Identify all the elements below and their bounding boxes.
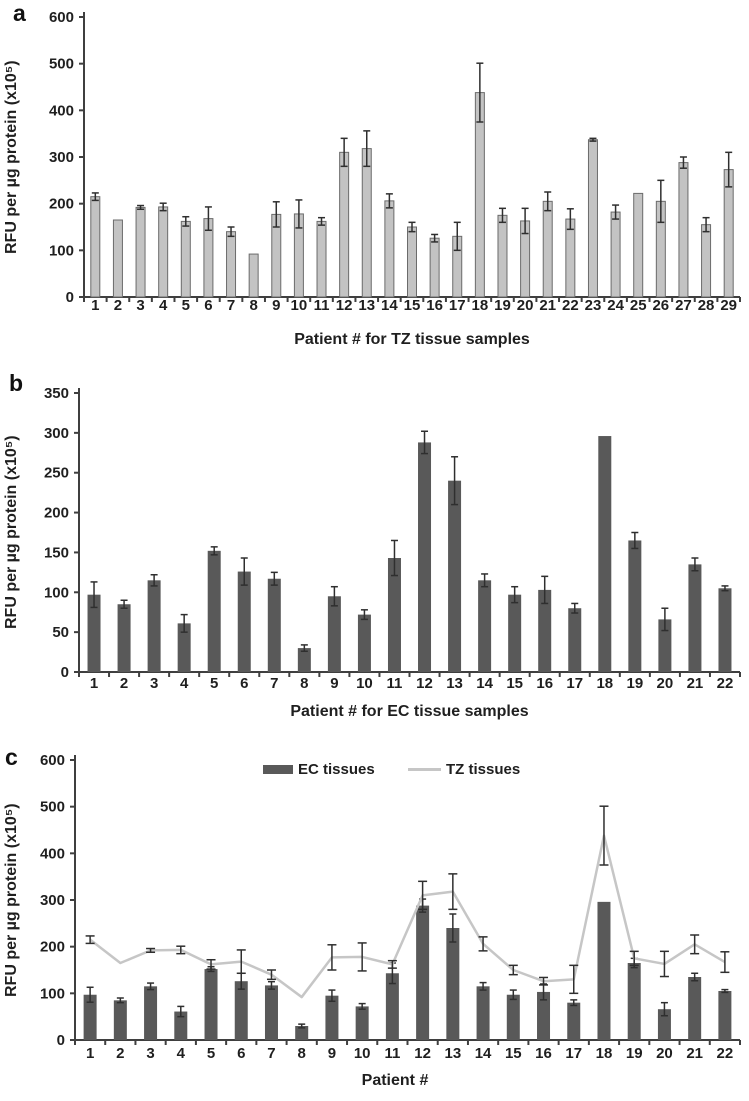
panel-label-b: b bbox=[9, 370, 24, 396]
x-tick-label: 22 bbox=[562, 297, 579, 314]
x-tick-label: 15 bbox=[506, 675, 524, 692]
x-tick-label: 5 bbox=[206, 1045, 216, 1062]
x-tick-label: 11 bbox=[384, 1045, 401, 1062]
bar-patient-13 bbox=[448, 481, 461, 672]
x-tick-label: 19 bbox=[625, 1045, 643, 1062]
x-tick-label: 27 bbox=[675, 297, 692, 314]
bar-patient-24 bbox=[611, 212, 620, 297]
x-tick-label: 1 bbox=[85, 1045, 95, 1062]
x-axis-title-c: Patient # bbox=[361, 1072, 429, 1089]
bar-patient-12 bbox=[340, 152, 349, 297]
x-tick-label: 7 bbox=[226, 297, 236, 314]
bar-patient-23 bbox=[588, 140, 597, 297]
panel-label-c: c bbox=[5, 744, 18, 770]
x-tick-label: 12 bbox=[416, 675, 433, 692]
x-tick-label: 18 bbox=[471, 297, 489, 314]
bar-patient-21 bbox=[543, 201, 552, 297]
y-tick-label: 250 bbox=[43, 464, 69, 482]
legend-label-ec-tissues: EC tissues bbox=[298, 761, 375, 778]
bar-patient-16 bbox=[430, 238, 439, 297]
panel-label-a: a bbox=[13, 0, 26, 26]
x-tick-label: 1 bbox=[91, 297, 100, 314]
y-tick-label: 300 bbox=[48, 149, 74, 166]
x-tick-label: 10 bbox=[290, 297, 308, 314]
x-tick-label: 2 bbox=[113, 297, 123, 314]
bar-patient-7 bbox=[265, 985, 278, 1040]
x-tick-label: 13 bbox=[446, 675, 463, 692]
x-tick-label: 23 bbox=[584, 297, 602, 314]
y-tick-label: 400 bbox=[48, 102, 74, 120]
x-tick-label: 13 bbox=[444, 1045, 462, 1062]
panel-a bbox=[0, 0, 749, 370]
chart-c-canvas bbox=[0, 752, 749, 1101]
y-tick-label: 600 bbox=[39, 752, 65, 769]
x-tick-label: 11 bbox=[386, 675, 403, 692]
bar-patient-19 bbox=[498, 215, 507, 297]
x-tick-label: 19 bbox=[626, 675, 644, 692]
x-tick-label: 18 bbox=[596, 675, 614, 692]
bar-patient-22 bbox=[718, 588, 731, 672]
x-tick-label: 2 bbox=[119, 675, 129, 692]
x-tick-label: 9 bbox=[330, 675, 339, 692]
x-tick-label: 15 bbox=[504, 1045, 522, 1062]
bar-patient-14 bbox=[477, 986, 490, 1040]
x-tick-label: 9 bbox=[272, 297, 281, 314]
x-tick-label: 17 bbox=[448, 297, 466, 314]
bar-patient-15 bbox=[508, 595, 521, 672]
bar-patient-18 bbox=[597, 902, 610, 1040]
panel-c bbox=[0, 744, 749, 1101]
bar-patient-5 bbox=[205, 969, 218, 1040]
chart-b-canvas bbox=[0, 370, 749, 752]
y-tick-label: 600 bbox=[48, 9, 74, 26]
x-tick-label: 4 bbox=[179, 675, 189, 692]
x-tick-label: 6 bbox=[204, 297, 213, 314]
y-axis-title-b: RFU per µg protein (x10⁵) bbox=[3, 435, 20, 630]
x-tick-label: 8 bbox=[249, 297, 258, 314]
x-tick-label: 3 bbox=[146, 1045, 155, 1062]
bar-patient-3 bbox=[148, 580, 161, 672]
y-tick-label: 500 bbox=[39, 798, 65, 816]
bar-patient-2 bbox=[118, 604, 131, 672]
bar-patient-19 bbox=[628, 540, 641, 672]
x-tick-label: 13 bbox=[358, 297, 376, 314]
x-axis-title-a: Patient # for TZ tissue samples bbox=[294, 331, 530, 348]
y-tick-label: 100 bbox=[48, 242, 74, 260]
x-tick-label: 20 bbox=[516, 297, 534, 314]
x-tick-label: 20 bbox=[656, 675, 674, 692]
bar-patient-18 bbox=[475, 93, 484, 297]
bar-patient-17 bbox=[567, 1003, 580, 1040]
x-tick-label: 6 bbox=[237, 1045, 246, 1062]
x-tick-label: 26 bbox=[652, 297, 670, 314]
x-tick-label: 14 bbox=[476, 675, 493, 692]
bar-patient-21 bbox=[688, 977, 701, 1040]
y-tick-label: 0 bbox=[60, 664, 69, 681]
x-tick-label: 15 bbox=[403, 297, 421, 314]
bar-patient-7 bbox=[268, 579, 281, 672]
y-tick-label: 0 bbox=[56, 1032, 65, 1049]
bar-patient-14 bbox=[478, 580, 491, 672]
x-tick-label: 14 bbox=[474, 1045, 492, 1062]
x-tick-label: 28 bbox=[697, 297, 715, 314]
y-tick-label: 0 bbox=[65, 289, 74, 306]
x-tick-label: 12 bbox=[414, 1045, 431, 1062]
bar-patient-6 bbox=[238, 572, 251, 672]
x-tick-label: 20 bbox=[656, 1045, 673, 1062]
x-tick-label: 12 bbox=[335, 297, 353, 314]
x-tick-label: 2 bbox=[116, 1045, 125, 1062]
bar-patient-27 bbox=[679, 163, 688, 297]
x-tick-label: 14 bbox=[381, 297, 398, 314]
x-tick-label: 7 bbox=[270, 675, 279, 692]
chart-a-canvas bbox=[0, 0, 749, 370]
y-tick-label: 200 bbox=[43, 504, 69, 522]
bar-patient-1 bbox=[91, 197, 100, 297]
x-tick-label: 24 bbox=[607, 297, 624, 314]
chart-legend bbox=[0, 761, 749, 779]
x-tick-label: 22 bbox=[716, 1045, 734, 1062]
x-tick-label: 4 bbox=[159, 297, 168, 314]
x-axis-title-b: Patient # for EC tissue samples bbox=[290, 703, 529, 720]
bar-patient-10 bbox=[358, 615, 371, 672]
y-tick-label: 200 bbox=[39, 938, 65, 956]
bar-patient-3 bbox=[144, 986, 157, 1040]
bar-patient-10 bbox=[356, 1006, 369, 1040]
x-tick-label: 6 bbox=[240, 675, 249, 692]
bar-patient-12 bbox=[418, 442, 431, 672]
bar-patient-18 bbox=[598, 436, 611, 672]
bar-patient-29 bbox=[724, 170, 733, 297]
x-tick-label: 11 bbox=[313, 297, 330, 314]
x-tick-label: 10 bbox=[353, 1045, 371, 1062]
y-axis-title-c: RFU per µg protein (x10⁵) bbox=[3, 803, 20, 997]
x-tick-label: 8 bbox=[300, 675, 309, 692]
y-tick-label: 300 bbox=[43, 424, 69, 442]
bar-patient-22 bbox=[718, 991, 731, 1040]
bar-patient-15 bbox=[408, 227, 417, 297]
x-tick-label: 16 bbox=[426, 297, 443, 314]
y-tick-label: 100 bbox=[43, 584, 69, 602]
bar-patient-14 bbox=[385, 201, 394, 297]
x-tick-label: 29 bbox=[720, 297, 738, 314]
bar-patient-15 bbox=[507, 995, 520, 1040]
bar-patient-13 bbox=[446, 928, 459, 1040]
bar-patient-2 bbox=[113, 220, 122, 297]
x-tick-label: 21 bbox=[686, 1045, 704, 1062]
x-tick-label: 9 bbox=[327, 1045, 337, 1062]
bar-patient-22 bbox=[566, 219, 575, 297]
bar-patient-9 bbox=[328, 596, 341, 672]
panel-b bbox=[0, 370, 749, 752]
bar-patient-5 bbox=[181, 221, 190, 297]
bar-patient-9 bbox=[325, 996, 338, 1040]
legend-label-tz-tissues: TZ tissues bbox=[446, 761, 521, 778]
bar-patient-11 bbox=[317, 221, 326, 297]
x-tick-label: 3 bbox=[149, 675, 159, 692]
bar-patient-19 bbox=[628, 963, 641, 1040]
bar-patient-4 bbox=[159, 207, 168, 297]
y-tick-label: 50 bbox=[52, 624, 69, 642]
x-tick-label: 5 bbox=[210, 675, 219, 692]
bar-patient-8 bbox=[249, 254, 258, 297]
x-tick-label: 17 bbox=[566, 675, 584, 692]
x-tick-label: 8 bbox=[297, 1045, 306, 1062]
bar-patient-21 bbox=[688, 564, 701, 672]
y-tick-label: 200 bbox=[48, 195, 74, 213]
x-tick-label: 22 bbox=[716, 675, 734, 692]
ec-tissues-swatch-icon bbox=[263, 765, 293, 774]
x-tick-label: 17 bbox=[565, 1045, 583, 1062]
legend-item-tz-tissues bbox=[408, 761, 520, 778]
y-axis-title-a: RFU per µg protein (x10⁵) bbox=[3, 60, 20, 254]
x-tick-label: 16 bbox=[535, 1045, 552, 1062]
x-tick-label: 3 bbox=[136, 297, 145, 314]
tz-tissues-line-swatch-icon bbox=[408, 768, 441, 771]
x-tick-label: 7 bbox=[267, 1045, 276, 1062]
x-tick-label: 21 bbox=[539, 297, 557, 314]
y-tick-label: 100 bbox=[39, 985, 65, 1003]
bar-patient-17 bbox=[568, 608, 581, 672]
bar-patient-6 bbox=[235, 981, 248, 1040]
bar-patient-12 bbox=[416, 906, 429, 1040]
x-tick-label: 19 bbox=[494, 297, 511, 314]
x-tick-label: 1 bbox=[89, 675, 99, 692]
legend-item-ec-tissues bbox=[263, 761, 375, 778]
bar-patient-2 bbox=[114, 1000, 127, 1040]
y-tick-label: 350 bbox=[43, 385, 69, 402]
bar-patient-25 bbox=[634, 193, 643, 297]
x-tick-label: 18 bbox=[595, 1045, 613, 1062]
x-tick-label: 25 bbox=[629, 297, 647, 314]
bar-patient-28 bbox=[702, 225, 711, 297]
x-tick-label: 10 bbox=[356, 675, 373, 692]
bar-patient-7 bbox=[227, 232, 236, 297]
bar-patient-13 bbox=[362, 149, 371, 297]
bar-patient-5 bbox=[208, 551, 221, 672]
y-tick-label: 400 bbox=[39, 845, 65, 863]
y-tick-label: 300 bbox=[39, 892, 65, 909]
y-tick-label: 500 bbox=[48, 55, 74, 73]
bar-patient-3 bbox=[136, 207, 145, 297]
y-tick-label: 150 bbox=[43, 544, 69, 562]
x-tick-label: 5 bbox=[181, 297, 190, 314]
x-tick-label: 16 bbox=[536, 675, 554, 692]
x-tick-label: 4 bbox=[176, 1045, 185, 1062]
x-tick-label: 21 bbox=[686, 675, 704, 692]
